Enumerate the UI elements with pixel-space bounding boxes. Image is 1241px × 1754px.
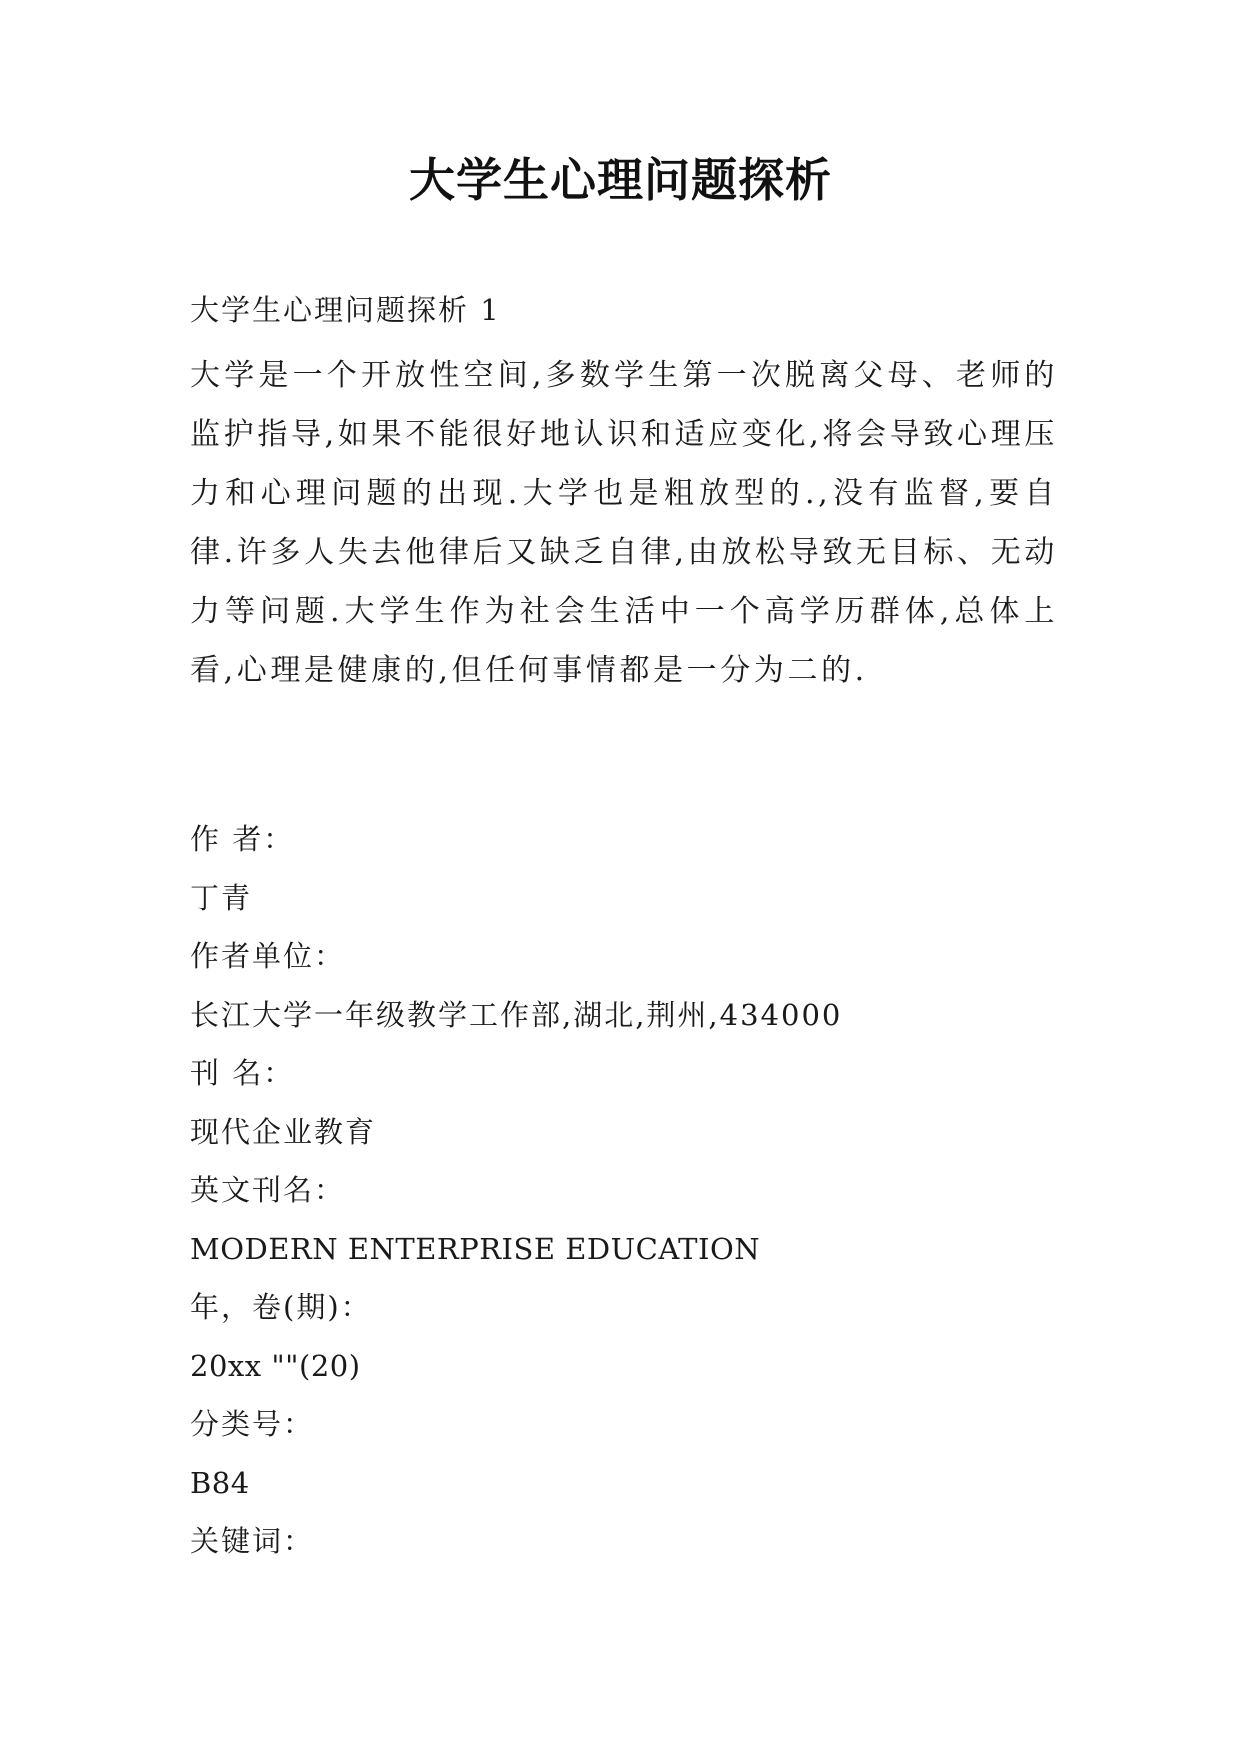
issue-value: 20xx ""(20)	[190, 1348, 361, 1383]
section-heading: 大学生心理问题探析 1	[190, 293, 501, 327]
affiliation-label: 作者单位：	[190, 939, 346, 973]
journal-en-label: 英文刊名：	[190, 1173, 346, 1207]
classification-value: B84	[190, 1465, 250, 1500]
issue-label: 年，卷(期)：	[190, 1290, 372, 1324]
keywords-label: 关键词：	[190, 1524, 315, 1558]
author-label: 作 者：	[190, 822, 295, 856]
journal-label: 刊 名：	[190, 1056, 295, 1090]
body-paragraph: 大学是一个开放性空间,多数学生第一次脱离父母、老师的监护指导,如果不能很好地认识和适应变化,将会导致心理压力和心理问题的出现.大学也是粗放型的.,没有监督,要自律.许多人失去他律后又缺乏自律,由放松导致无目标、无动力等问题.大学生作为社会生活中一个高学历群体,总体上看,心理是健康的,但任何事情都是一分为二的.	[190, 358, 1058, 688]
author-value: 丁青	[190, 880, 253, 915]
document-title: 大学生心理问题探析	[409, 153, 832, 207]
metadata-block	[190, 810, 1058, 1571]
journal-value: 现代企业教育	[190, 1114, 377, 1149]
classification-label: 分类号：	[190, 1407, 315, 1441]
journal-en-value: MODERN ENTERPRISE EDUCATION	[190, 1231, 761, 1266]
affiliation-value: 长江大学一年级教学工作部,湖北,荆州,434000	[190, 997, 843, 1032]
